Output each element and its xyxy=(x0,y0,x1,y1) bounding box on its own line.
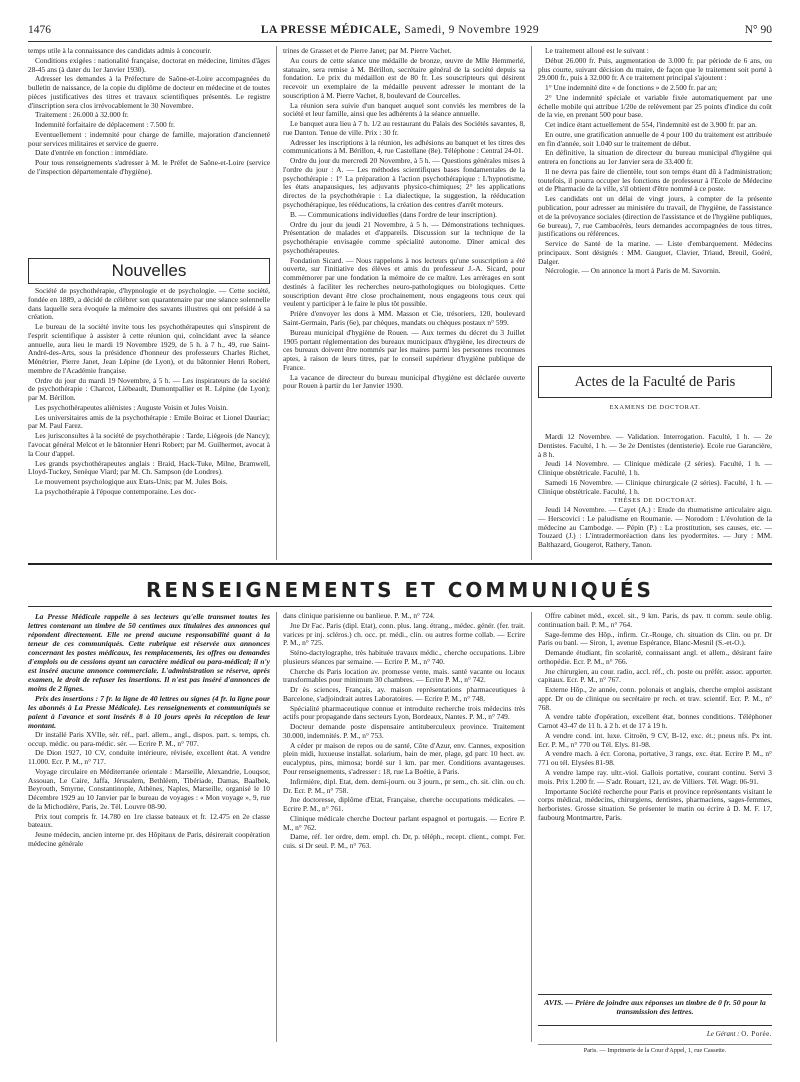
journal-title-line xyxy=(28,24,772,36)
notice-paragraph: La Presse Médicale rappelle à ses lecteurs qu'elle transmet toutes les lettres contenant un timbre de 50 centimes aux titulaires des annonces qui répondent directement. Elle ne prend aucune responsabilité quant à la teneur de ces communiqués. Cette rubrique est réservée aux annonces concernant les postes médicaux, les remplacements, les offres ou demandes d'emplois ou de cessions ayant un caractère médical ou para-médical; il n'y est inséré aucune annonce commerciale. L'administration se réserve, après examen, le droit de refuser les insertions. Il n'est pas inséré d'annonces de moins de 2 lignes. xyxy=(28,612,270,693)
page-header xyxy=(28,24,772,40)
paragraph: Adresser les demandes à la Préfecture de Saône-et-Loire accompagnées du bulletin de naissance, de la copie du diplôme de docteur en médecine et de toutes pièces justificatives des titres et travaux scientifiques présentés. Le registre d'inscription sera clos irrévocablement le 30 Novembre. xyxy=(28,74,270,110)
paragraph: B. — Communications individuelles (dans l'ordre de leur inscription). xyxy=(290,209,498,219)
paragraph: Les grands psychothérapeutes anglais : Braid, Hack-Tuke, Milne, Bramwell, Lloyd-Tuckey, Senèque Viard; par M. Ch. Sampson (de Londres). xyxy=(28,458,270,477)
paragraph: Samedi 16 Novembre. — Clinique chirurgicale (2 séries). Faculté, 1 h. — Clinique obstétricale. Faculté, 1 h. xyxy=(538,477,772,496)
classified-ad: Offre cabinet méd., excel. sit., 9 km. Paris, ds pav. tt comm. seule oblig. continuation bail. P. M., n° 764. xyxy=(538,612,772,629)
journal-title: LA PRESSE MÉDICALE, xyxy=(260,24,401,36)
classified-ad: Importante Société recherche pour Paris et province représentants visitant le corps médical, médecins, chirurgiens, dentistes, pharmaciens, sages-femmes, herboristes. Grosse situation. Se présenter le matin ou écrire à D. M. F. 17, faubourg Montmartre, Paris. xyxy=(538,786,772,822)
classified-ad: Infirmière, dipl. Etat, dem. demi-journ. ou 3 journ., pr sem., ch. sit. clin. ou ch. Dr. Ecr. P. M., n° 758. xyxy=(283,776,525,795)
paragraph: Il ne devra pas faire de clientèle, tout son temps étant dû à l'administration; toutefois, il pourra occuper les fonctions de professeur à l'Ecole de Médecine et de Pharmacie de la ville, s'il obtient d'être nommé à ce poste. xyxy=(538,166,772,194)
paragraph: Nécrologie. — On annonce la mort à Paris de M. Savornin. xyxy=(545,266,721,276)
classified-ad: Spécialité pharmaceutique connue et introduite recherche trois médecins très actifs pour propagande dans secteurs Lyon, Bordeaux, Nantes. P. M., n° 749. xyxy=(283,703,525,722)
classified-ad: A vendre table d'opération, excellent état, bonnes conditions. Téléphoner Carnot 43-47 de 11 h. à 2 h. et de 17 à 19 h. xyxy=(538,712,772,731)
issue-number: N° 90 xyxy=(744,24,772,36)
theses-heading: THÈSES DE DOCTORAT. xyxy=(613,497,697,505)
paragraph: Les universitaires amis de la psychothérapie : Emile Boirac et Lionel Dauriac; par M. Paul Farez. xyxy=(28,412,270,431)
ads-column-3 xyxy=(538,612,772,992)
paragraph: La vacance de directeur du bureau municipal d'hygiène est déclarée ouverte pour Rouen à partir du 1er Janvier 1930. xyxy=(283,372,525,391)
paragraph: Pour tous renseignements s'adresser à M. le Préfet de Saône-et-Loire (service de l'inspection départementale d'hygiène). xyxy=(28,158,270,176)
classified-ad: De Dion 1927, 10 CV, conduite intérieure, révisée, excellent état. A vendre 11.000. Ecr. P. M., n° 717. xyxy=(28,748,270,767)
notice-paragraph: Prix des insertions : 7 fr. la ligne de 40 lettres ou signes (4 fr. la ligne pour les abonnés à La Presse Médicale). Les renseignements et communiqués se paient à l'avance et sont insérés 8 à 10 jours après la réception de leur montant. xyxy=(28,693,270,730)
classified-ad: Cherche ds Paris location av. promesse vente, mais. santé vacante ou locaux transformables pour minimum 30 chambres. — Ecrire P. M., n° 742. xyxy=(283,666,525,685)
paragraph: La psychothérapie à l'époque contemporaine. Les doc- xyxy=(35,486,197,496)
classified-ad: Voyage circulaire en Méditerranée orientale : Marseille, Alexandrie, Louqsor, Assouan, Le Caire, Jaffa, Jérusalem, Bethléem, Tibériade, Damas, Baalbek, Beyrouth, Smyrne, Constantinople, Athènes, Naples, Marseille, organisé le 10 Décembre 1929 au 10 Janvier par le bureau de voyages : « Mon voyage », 9, rue de la Michodière, Paris, 2e. Tél. Louvre 08-90. xyxy=(28,766,270,811)
paragraph: Le banquet aura lieu à 7 h. 1/2 au restaurant du Palais des Sociétés savantes, 8, rue Danton. Tenue de ville. Prix : 30 fr. xyxy=(283,119,525,137)
column-divider xyxy=(276,46,277,560)
classified-ad: Demande étudiant, fin scolarité, connaissant angl. et allem., désirant faire orthopédie. Ecr. P. M., n° 766. xyxy=(538,648,772,666)
printer-imprint: Paris. — Imprimerie de la Cour d'Appel, 1, rue Cassette. xyxy=(538,1044,772,1054)
issue-date: Samedi, 9 Novembre 1929 xyxy=(404,24,540,36)
paragraph: Le mouvement psychologique aux Etats-Unis; par M. Jules Bois. xyxy=(35,477,228,487)
section-title-nouvelles: Nouvelles xyxy=(28,258,270,284)
paragraph: Début 26.000 fr. Puis, augmentation de 3.000 fr. par période de 6 ans, ou plus courte, suivant décision du maire, de façon que le traitement soit porté à 29.000 fr., puis à 32.000 fr. A ce traitement principal s'ajoutent : xyxy=(538,55,772,83)
paragraph: temps utile à la connaissance des candidats admis à concourir. xyxy=(28,47,212,55)
paragraph: Date d'entrée en fonction : immédiate. xyxy=(35,148,148,158)
classified-ad: Externe Hôp., 2e année, conn. polonais et anglais, cherche emploi assistant appr. Dr ou de clinique ou secrétaire pr rech. et trav. scientif. Ecr. P. M., n° 768. xyxy=(538,685,772,712)
paragraph: Eventuellement : indemnité pour charge de famille, majoration d'ancienneté pour services militaires et service de guerre. xyxy=(28,129,270,148)
ads-column-2 xyxy=(283,612,525,1042)
column-1-nouvelles xyxy=(28,287,270,559)
paragraph: La réunion sera suivie d'un banquet auquel sont conviés les membres de la société et leur famille, ainsi que les adhérents à la séance annuelle. xyxy=(283,100,525,119)
column-1-top xyxy=(28,47,270,247)
paragraph: Cet indice étant actuellement de 554, l'indemnité est de 3.900 fr. par an. xyxy=(545,120,757,130)
column-2 xyxy=(283,47,525,559)
paragraph: Jeudi 14 Novembre. — Clinique médicale (2 séries). Faculté, 1 h. — Clinique obstétricale. Faculté, 1 h. xyxy=(538,459,772,478)
header-rule xyxy=(28,41,772,42)
paragraph: Société de psychothérapie, d'hypnologie et de psychologie. — Cette société, fondée en 1889, a décidé de célébrer son quarantenaire par une séance solennelle dans laquelle sera évoquée la mémoire des savants illustres qui ont présidé à sa création. xyxy=(28,287,270,322)
paragraph: 1° Une indemnité dite « de fonctions » de 2.500 fr. par an; xyxy=(545,83,718,93)
classified-ad: A vendre cond. int. luxe. Citroën, 9 CV, B-12, exc. ét.; pneus nfs. Px int. Ecr. P. M., n° 770 ou Tél. Elys. 81-98. xyxy=(538,730,772,749)
ads-column-1 xyxy=(28,612,270,1042)
paragraph: Au cours de cette séance une médaille de bronze, œuvre de Mlle Hemmerlé, statuaire, sera remise à M. Bérillon, secrétaire général de la société depuis sa fondation. Le prix du médaillon est de 80 fr. Les souscripteurs qui désirent recevoir un exemplaire de la médaille peuvent adresser le montant de la souscription à M. Pierre Vachet, 8, boulevard de Courcelles. xyxy=(283,55,525,100)
classified-ad: Jne Dr Fac. Paris (dipl. Etat), conn. plus. lang. étrang., médec. génér. (fer. trait. varices pr inj. scléros.) ch. occ. pr. médi., clin. ou autres forme collab. — Ecrire P. M., n° 725. xyxy=(283,620,525,648)
paragraph: Ordre du jour du mercredi 20 Novembre, à 5 h. — Questions générales mises à l'ordre du jour : A. — Les méthodes scientifiques bases fondamentales de la psychothérapie : 1° La préparation à l'action psychothérapique : L'hypnotisme, les états anapausiques, les adjuvants physico-chimiques; 2° les applications directes de la psychothérapie : La dialectique, la suggestion, la rééducation psychothérapique, les rééducations, la création des centres d'arrêt moteurs. xyxy=(283,156,525,210)
column-divider xyxy=(531,612,532,1042)
section-rule xyxy=(28,563,772,565)
paragraph: Adresser les inscriptions à la réunion, les adhésions au banquet et les titres des communications à M. Bérillon, 4, rue Castellane (8e). Téléphone : Central 24-01. xyxy=(283,137,525,156)
paragraph: Service de Santé de la marine. — Liste d'embarquement. Médecins principaux. Sont désignés : MM. Gauguet, Clavier, Triaud, Breuil, Goéré, Dalger. xyxy=(538,239,772,266)
classified-ad: Clinique médicale cherche Docteur parlant espagnol et portugais. — Ecrire P. M., n° 762. xyxy=(283,813,525,832)
classified-ad: Dr ès sciences, Français, ay. maison représentations pharmaceutiques à Barcelone, s'adjoindrait autres Laboratoires. — Ecrire P. M., n° 748. xyxy=(283,685,525,703)
classified-ad: Sage-femme des Hôp., infirm. Cr.-Rouge, ch. situation ds Clin. ou pr. Dr Paris ou banl. — Siron, 1, avenue Espérance, Blanc-Mesnil (S.-et-O.). xyxy=(538,629,772,648)
paragraph: Fondation Sicard. — Nous rappelons à nos lecteurs qu'une souscription a été ouverte, sur l'initiative des élèves et amis du professeur J.-A. Sicard, pour commémorer par une fondation la mémoire de ce maître. Les arrérages en sont destinés à faciliter les recherches neuro-pathologiques ou biologiques. Cette souscription devant être close prochainement, nous engageons tous ceux qui veulent y participer à le faire le plus tôt possible. xyxy=(283,255,525,309)
paragraph: Jeudi 14 Novembre. — Cayet (A.) : Etude du rhumatisme articulaire aigu. — Herscovici : Le paludisme en Roumanie. — Norodom : L'évolution de la médecine au Cambodge. — Pépin (P.) : La prostitution, ses causes, etc. — Touzard (J.) : L'intradermoréaction dans les pyodermites. — Jury : MM. Balthazard, Gougerot, Rathery, Tanon. xyxy=(538,505,772,550)
examens-heading: EXAMENS DE DOCTORAT. xyxy=(609,404,701,411)
classified-ad: A vendre mach. à écr. Corona, portative, 3 rangs, exc. état. Ecrire P. M., n° 771 ou tél. Elysées 81-98. xyxy=(538,749,772,768)
gerant-label: Le Gérant : xyxy=(706,1030,740,1038)
paragraph: Conditions exigées : nationalité française, doctorat en médecine, limites d'âges 28-45 ans (à dater du 1er Janvier 1930). xyxy=(28,55,270,74)
classified-ad: A céder pr maison de repos ou de santé, Côte d'Azur, env. Cannes, exposition plein midi, luxueuse installat. solarium, bain de mer, plage, gd parc 10 hect. av. eucalyptus, pins, mimosa; bordé sur 1 km. par mer. Conditions avantageuses. Pour renseignements, s'adresser : 18, rue La Boétie, à Paris. xyxy=(283,740,525,777)
paragraph: En outre, une gratification annuelle de 4 pour 100 du traitement est attribuée en fin d'année, soit 1.040 sur le traitement de début. xyxy=(538,129,772,148)
column-3-top xyxy=(538,47,772,357)
column-divider xyxy=(531,46,532,560)
gerant-name: O. Porée. xyxy=(741,1030,772,1038)
section-rule xyxy=(28,606,772,607)
paragraph: 2° Une indemnité spéciale et variable fixée automatiquement par une échelle mobile qui attribue 1/20e de relèvement par 25 points d'indice du coût de la vie, en prenant 500 pour base. xyxy=(538,92,772,120)
classified-ad: Sténo-dactylographe, très habituée travaux médic., cherche occupations. Libre plusieurs séances par semaine. — Ecrire P. M., n° 740. xyxy=(283,648,525,666)
classified-ad: Jne doctoresse, diplôme d'Etat, Française, cherche occupations médicales. — Ecrire P. M., n° 761. xyxy=(283,795,525,814)
paragraph: Prière d'envoyer les dons à MM. Masson et Cie, trésoriers, 120, boulevard Saint-Germain, Paris (6e), par chèques, mandats ou chèques postaux n° 599. xyxy=(283,309,525,327)
classified-ad: Docteur demande poste dispensaire antituberculeux province. Traitement 30.000, indemnités. P. M., n° 753. xyxy=(283,722,525,740)
page-number: 1476 xyxy=(28,24,51,36)
paragraph: Les psychothérapeutes aliénistes : Auguste Voisin et Jules Voisin. xyxy=(35,402,229,412)
section-title-renseignements: RENSEIGNEMENTS ET COMMUNIQUÉS xyxy=(146,578,654,602)
paragraph: Les jurisconsultes à la société de psychothérapie : Tarde, Liégeois (de Nancy); l'avocat général Melcot et le bâtonnier Henri Robert; par M. Guilhermet, avocat à la Cour d'appel. xyxy=(28,431,270,458)
column-divider xyxy=(276,612,277,1042)
paragraph: Le traitement alloué est le suivant : xyxy=(545,47,649,55)
paragraph: Ordre du jour du jeudi 21 Novembre, à 5 h. — Démonstrations techniques. Présentation de malades et d'appareils. Discussion sur la technique de la psychothérapie envisagée comme spécialité autonome. Dîner amical des psychothérapeutes. xyxy=(283,219,525,255)
classified-ad: dans clinique parisienne ou banlieue. P. M., n° 724. xyxy=(283,612,435,620)
paragraph: Ordre du jour du mardi 19 Novembre, à 5 h. — Les inspirateurs de la société de psychothérapie : Charcot, Liébeault, Dumontpallier et R. Lépine (de Lyon); par M. Bérillon. xyxy=(28,375,270,403)
classified-ad: Prix tout compris fr. 14.780 en 1re classe bateaux et fr. 12.475 en 2e classe bateaux. xyxy=(28,811,270,830)
gerant-line xyxy=(538,1030,772,1038)
paragraph: Mardi 12 Novembre. — Validation. Interrogation. Faculté, 1 h. — 2e Dentistes. Faculté, 1 h. — 3e 2e Dentistes (dentisterie). Ecole rue Garancière, à 8 h. xyxy=(538,433,772,459)
avis-notice: AVIS. — Prière de joindre aux réponses un timbre de 0 fr. 50 pour la transmission des lettres. xyxy=(538,994,772,1026)
classified-ad: Jeune médecin, ancien interne pr. des Hôpitaux de Paris, désirerait coopération médecine générale xyxy=(28,830,270,848)
paragraph: En définitive, la situation de directeur du bureau municipal d'hygiène qui entrera en fonctions au 1er Janvier sera de 33.400 fr. xyxy=(538,148,772,167)
classified-ad: Dr installé Paris XVIIe, sér. réf., parl. allem., angl., dispos. part. s. temps, ch. occup. médic. ou para-médic. sér. — Ecrire P. M., n° 707. xyxy=(28,729,270,748)
paragraph: trines de Grasset et de Pierre Janet; par M. Pierre Vachet. xyxy=(283,47,452,55)
paragraph: Bureau municipal d'hygiène de Rouen. — Aux termes du décret du 3 Juillet 1905 portant réglementation des bureaux municipaux d'hygiène, les directeurs de ces bureaux doivent être nommés par les maires parmi les personnes reconnues aptes, à raison de leurs titres, par le conseil supérieur d'hygiène publique de France. xyxy=(283,327,525,372)
classified-ad: A vendre lampe ray. ultr.-viol. Gallois portative, courant continu. Servi 3 mois. Prix 1.200 fr. — S'adr. Rouart, 121, av. de Villiers. Tél. Wagr. 06-91. xyxy=(538,768,772,786)
classified-ad: Dame, réf. 1er ordre, dem. empl. ch. Dr, p. téléph., recept. client., compt. Fer. cuis. si Dr seul. P. M., n° 763. xyxy=(283,832,525,851)
section-title-actes: Actes de la Faculté de Paris xyxy=(538,366,772,398)
paragraph: Indemnité forfaitaire de déplacement : 7.500 fr. xyxy=(35,120,175,130)
paragraph: Le bureau de la société invite tous les psychothérapeutes qui s'inspirent de l'esprit scientifique à assister à cette réunion qui, coïncidant avec la séance annuelle, aura lieu le mardi 19 Novembre 1929, de 5 h. à 7 h., 49, rue Saint-André-des-Arts, sous la présidence d'honneur des professeurs Charles Richet, Ménétrier, Pierre Janet, Jean Lépine (de Lyon), et du bâtonnier Henri Robert, membre de l'Académie française. xyxy=(28,322,270,375)
paragraph: Les candidats ont un délai de vingt jours, à compter de la présente publication, pour adresser au ministère du travail, de l'hygiène, de l'assistance et de la prévoyance sociales (direction de l'assistance et de l'hygiène publiques, 6e bureau), 7, rue Cambacérès, leurs demandes accompagnées de tous titres, justifications ou références. xyxy=(538,194,772,239)
paragraph: Traitement : 26.000 à 32.000 fr. xyxy=(35,110,129,120)
column-3-actes xyxy=(538,433,772,559)
classified-ad: Jne chirurgien, au cour. radio, accl. réf., ch. poste ou préfér. assoc. apporter. capitaux. Ecr. P. M., n° 767. xyxy=(538,666,772,685)
